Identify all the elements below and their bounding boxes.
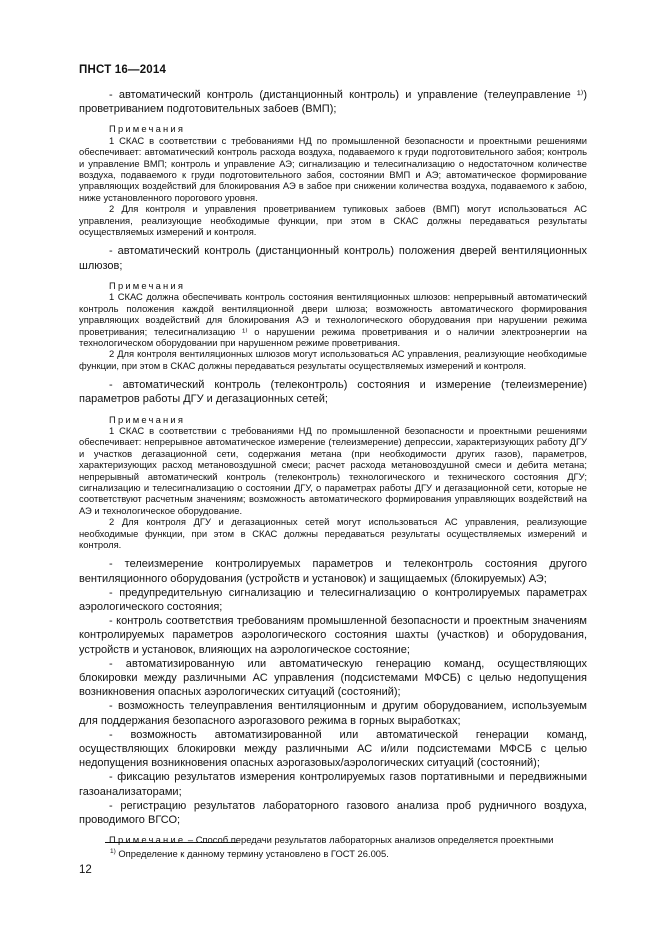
final-note-label: Примечание (109, 834, 186, 846)
footnote-divider (105, 842, 238, 843)
footnote-text: Определение к данному термину установлено в ГОСТ 26.005. (115, 848, 389, 859)
notes-heading: Примечания (109, 279, 186, 291)
list-item: - телеизмерение контролируемых параметров и телеконтроль состояния другого вентиляционного оборудования (устройств и установок) и защищаемых (блокируемых) АЭ; (79, 558, 587, 585)
list-item-ventilation-control: - автоматический контроль (дистанционный контроль) и управление (телеуправление ¹⁾) проветриванием подготовительных забоев (ВМП); (79, 89, 587, 116)
list-item-degassing-control: - автоматический контроль (телеконтроль) состояния и измерение (телеизмерение) параметров работы ДГУ и дегазационных сетей; (79, 379, 587, 406)
document-code-header: ПНСТ 16—2014 (79, 64, 167, 76)
note-text: 2 Для контроля ДГУ и дегазационных сетей могут использоваться АС управления, реализующие необходимые функции, при этом в СКАС должны передаваться результаты осуществляемых измерений и контроля. (79, 516, 587, 550)
list-item: - фиксацию результатов измерения контролируемых газов портативными и передвижными газоанализаторами; (79, 771, 587, 798)
notes-heading: Примечания (109, 123, 186, 135)
list-item: - автоматизированную или автоматическую генерацию команд, осуществляющих блокировки между различными АС управления (подсистемами МФСБ) с целью недопущения возникновения опасных аэрологических ситуаций (состояний); (79, 657, 587, 699)
footnote-marker: 1) (110, 847, 116, 855)
note-text: 1 СКАС в соответствии с требованиями НД по промышленной безопасности и проектными решениями обеспечивает: непрерывное автоматическое измерение (телеизмерение) депрессии, характеризующих работу ДГУ и участков дегазационной сети, содержания метана (при необходимости других газов), параметров, характеризующих расход метановоздушной смеси; расчет расхода метановоздушной смеси и дебита метана; непрерывный автоматический контроль (телеконтроль) технологического и технического состояния ДГУ; сигнализацию и телесигнализацию о состоянии ДГУ, о параметрах работы ДГУ и дегазационной сети, которые не соответствуют расчетным значениям; возможность автоматического формирования управляющих воздействий на АЭ и технологическое оборудование. (79, 424, 587, 516)
list-item: - контроль соответствия требованиям промышленной безопасности и проектным значениям контролируемых параметров аэрологического состояния шахты (участков) и оборудования, устройств и установок, влияющих на аэрологическое состояние; (79, 615, 587, 656)
list-item: - возможность автоматизированной или автоматической генерации команд, осуществляющих блокировки между различными АС и/или подсистемами МФСБ с целью недопущения возникновения опасных аэрогазовых/аэрологических ситуаций (состояний); (79, 728, 587, 770)
main-text (79, 88, 587, 846)
final-note (79, 834, 587, 845)
note-text: 1 СКАС должна обеспечивать контроль состояния вентиляционных шлюзов: непрерывный автоматический контроль положения каждой вентиляционной двери шлюза; возможность автоматического формирования управляющих воздействий для блокирования АЭ и технологического оборудования при нарушении режима проветривания; телесигнализацию ¹⁾ о нарушении режима проветривания и о наличии электроэнергии на технологическом оборудовании при нарушенном режиме проветривания. (79, 291, 587, 348)
list-item: - предупредительную сигнализацию и телесигнализацию о контролируемых параметрах аэрологического состояния; (79, 586, 587, 614)
note-text: 2 Для контроля вентиляционных шлюзов могут использоваться АС управления, реализующие необходимые функции, при этом в СКАС должны передаваться результаты осуществляемых измерений и контроля. (79, 348, 587, 371)
list-item-door-control: - автоматический контроль (дистанционный контроль) положения дверей вентиляционных шлюзов; (79, 245, 587, 272)
page-number: 12 (79, 864, 92, 876)
note-text: 1 СКАС в соответствии с требованиями НД по промышленной безопасности и проектными решениями обеспечивает: автоматический контроль расхода воздуха, подаваемого к груди подготовительного забоя; контроль и управление ВМП; контроль и управление АЭ; сигнализацию и телесигнализацию о недостаточном количестве воздуха, подаваемого к груди подготовительного забоя, состоянии ВМП и АЭ; автоматическое формирование управляющих воздействий для блокирования АЭ в забое при снижении количества воздуха, подаваемого к забою, ниже установленного порогового уровня. (79, 134, 587, 203)
list-item: - регистрацию результатов лабораторного газового анализа проб рудничного воздуха, проводимого ВГСО; (79, 799, 587, 827)
notes-heading: Примечания (109, 413, 186, 425)
final-note-text: – Способ передачи результатов лабораторных анализов определяется проектными (185, 834, 554, 846)
note-text: 2 Для контроля и управления проветриванием тупиковых забоев (ВМП) могут использоваться АС управления, реализующие необходимые функции, при этом в СКАС должны передаваться результаты осуществляемых измерений и контроля. (79, 203, 587, 238)
list-item: - возможность телеуправления вентиляционным и другим оборудованием, используемым для поддержания безопасного аэрогазового режима в горных выработках; (79, 700, 587, 727)
footnote (110, 848, 389, 859)
